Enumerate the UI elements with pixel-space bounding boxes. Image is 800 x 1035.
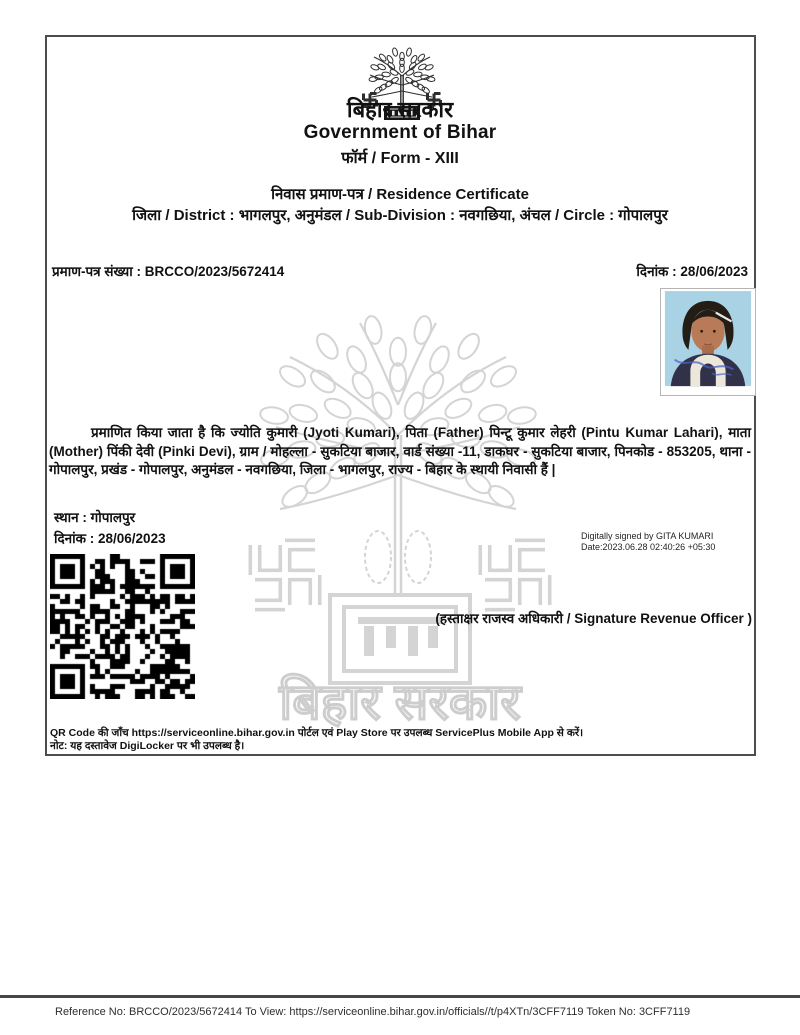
- form-number: फॉर्म / Form - XIII: [341, 150, 459, 167]
- applicant-photo-image: [661, 289, 755, 395]
- digital-signature-signer: Digitally signed by GITA KUMARI: [581, 531, 714, 541]
- footer-divider: [0, 995, 800, 998]
- certificate-number: प्रमाण-पत्र संख्या : BRCCO/2023/5672414: [52, 264, 285, 279]
- place-line: स्थान : गोपालपुर: [54, 510, 136, 525]
- revenue-officer-signature-line: (हस्ताक्षर राजस्व अधिकारी / Signature Revenue Officer ): [435, 611, 752, 626]
- qr-code: [50, 554, 195, 699]
- qr-verification-notes: [50, 727, 670, 753]
- district-subdivision-circle-line: जिला / District : भागलपुर, अनुमंडल / Sub-Division : नवगछिया, अंचल / Circle : गोपालपुर: [132, 207, 668, 224]
- certificate-meta-row: [52, 262, 748, 280]
- bihar-sarkar-watermark-emblem: [228, 285, 572, 730]
- digital-signature-date: Date:2023.06.28 02:40:26 +05:30: [581, 542, 716, 552]
- date-line: दिनांक : 28/06/2023: [54, 531, 166, 546]
- digilocker-note: नोट: यह दस्तावेज DigiLocker पर भी उपलब्ध है।: [50, 740, 245, 752]
- qr-check-note: QR Code की जाँच https://serviceonline.bihar.gov.in पोर्टल एवं Play Store पर उपलब्ध ServicePlus Mobile App से करें।: [50, 727, 584, 739]
- government-name-hindi: बिहार सरकार: [346, 97, 454, 122]
- government-name-english: Government of Bihar: [303, 122, 497, 143]
- certificate-body-text: प्रमाणित किया जाता है कि ज्योति कुमारी (Jyoti Kumari), पिता (Father) पिन्टू कुमार लेहरी (Pintu Kumar Lahari), माता (Mother) पिंकी देवी (Pinki Devi), ग्राम / मोहल्ला - सुकटिया बाजार, वार्ड संख्या -11, डाकघर - सुकटिया बाजार, पिनकोड - 853205, थाना - गोपालपुर, प्रखंड - गोपालपुर, अनुमंडल - नवगछिया, जिला - भागलपुर, राज्य - बिहार के स्थायी निवासी हैं |: [49, 425, 751, 477]
- issue-date: दिनांक : 28/06/2023: [636, 264, 748, 279]
- watermark-text: बिहार सरकार: [279, 674, 521, 730]
- certificate-title: निवास प्रमाण-पत्र / Residence Certificate: [271, 186, 529, 203]
- applicant-photo: [660, 288, 756, 396]
- digital-signature-block: [581, 531, 766, 553]
- footer-reference-line: Reference No: BRCCO/2023/5672414 To View: https://serviceonline.bihar.gov.in/officials//t/p4XTn/3CFF7119 Token No: 3CFF7119: [55, 1006, 691, 1018]
